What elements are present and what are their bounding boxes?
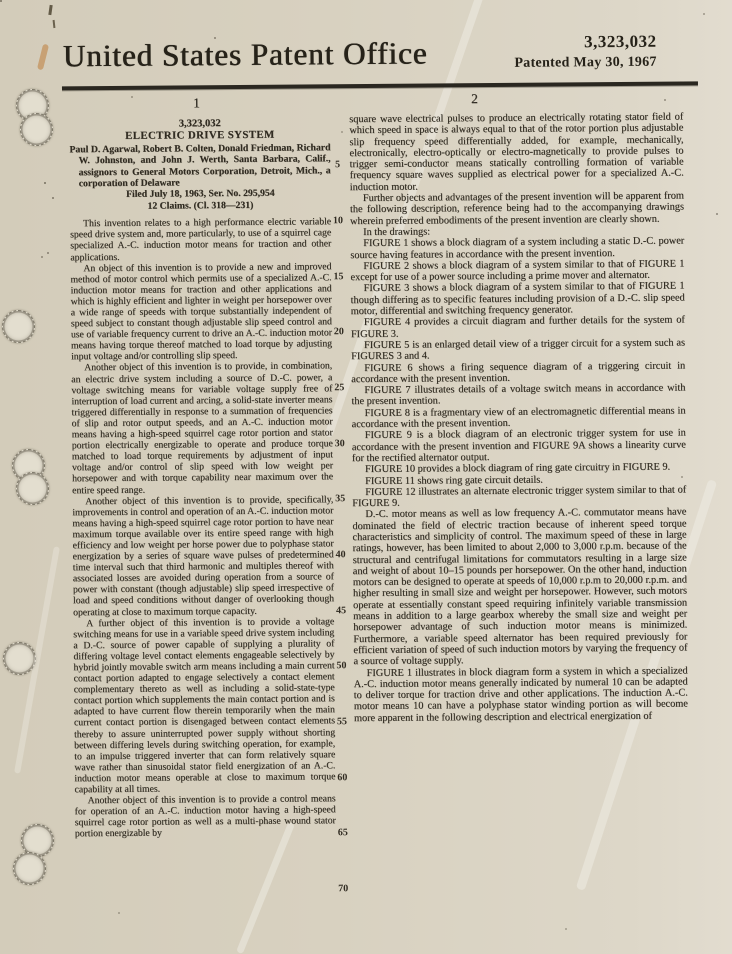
line-number: 15	[333, 271, 344, 283]
paragraph: FIGURE 5 is an enlarged detail view of a trigger circuit for a system such as FIGURES 3 and 4.	[351, 337, 686, 363]
line-number: 35	[335, 493, 346, 505]
paragraph: FIGURE 6 shows a firing sequence diagram of a triggering circuit in accordance with the present invention.	[351, 360, 686, 385]
paragraph: square wave electrical pulses to produce an electrically rotating stator field of which speed in space is always equal to that of the rotor portion plus adjustable slip frequency speed differentially added, for example, mechanically, electronically, electro-optically or electro-magnetically to provide pulses to trigger semi-conductor means statically controlling formation of variable frequency square waves supplied as electrical power for a specialized A.-C. induction motor.	[349, 111, 684, 193]
patented-date: Patented May 30, 1967	[514, 54, 657, 71]
paragraph: Another object of this invention is to provide, in combination, an electric drive system including a source of D.-C. power, a voltage switching means for variable voltage supply free of interruption of load current and arcing, a solid-state inverter means triggered differentially in response to a summation of frequencies of slip and rotor output speeds, and an A.-C. induction motor means having a high-speed squirrel cage rotor portion and stator portion electrically energizable to operate and produce torque matched to load torque requirements by adjustment of input voltage and/or control of slip speed with low weight per horsepower and with torque capability near maximum over the entire speed range.	[71, 360, 334, 496]
paragraph: Another object of this invention is to provide a control means for operation of an A.-C. induction motor having a high-speed squirrel cage rotor portion as well as a multi-phase wound stator portion energizable by	[74, 793, 336, 840]
right-column-text	[349, 111, 688, 724]
paragraph: FIGURE 11 shows ring gate circuit details.	[365, 474, 543, 487]
left-column-text	[70, 217, 336, 840]
line-number: 50	[336, 660, 347, 672]
heading-inventors: Paul D. Agarwal, Robert B. Colten, Donald Friedman, Richard W. Johnston, and John J. Werth, Santa Barbara, Calif., assignors to General Motors Corporation, Detroit, Mich., a corporation of Delaware	[69, 142, 331, 190]
paragraph: FIGURE 12 illustrates an alternate electronic trigger system similar to that of FIGURE 9.	[352, 484, 687, 510]
line-number: 70	[338, 883, 349, 895]
paragraph: D.-C. motor means as well as low frequency A.-C. commutator means have dominated the field of electric traction because of inherent speed torque characteristics and simplicity of control. The maximum speed of these in large ratings, however, has been limited to about 2,000 to 3,000 r.p.m. because of the structural and centrifugal limitations for commutators resulting in a large size and weight of about 10–15 pounds per horsepower. On the other hand, induction motors can be designed to operate at speeds of 10,000 r.p.m to 20,000 r.p.m. and higher resulting in small size and weight per horsepower. However, such motors operate at essentially constant speed requiring infinitely variable transmission means in addition to a large gearbox whereby the small size and weight per horsepower advantage of such induction motor means is minimized. Furthermore, a variable speed alternator has been required previously for efficient variation of speed of such induction motors by varying the frequency of a source of voltage supply.	[352, 506, 688, 668]
paragraph: FIGURE 3 shows a block diagram of a system similar to that of FIGURE 1 though differing as to specific features including provision of a D.-C. slip speed motor, differential and switching frequency generator.	[350, 280, 685, 318]
patent-heading	[69, 117, 331, 212]
paragraph: Another object of this invention is to provide, specifically, improvements in control and operation of an A.-C. induction motor means having a high-speed squirrel cage rotor portion to have near maximum torque available over its entire speed range with high efficiency and low weight per horse power due to polyphase stator energization by a series of square wave pulses of predetermined time interval such that third harmonic and multiples thereof with associated losses are avoided during operation from a source of power with constant (though adjustable) slip speed irrespective of load and speed conditions without danger of overlooking though operating at close to maximum torque capacity.	[72, 493, 335, 618]
heading-filed-line: Filed July 18, 1963, Ser. No. 295,954	[126, 188, 275, 201]
left-column	[69, 117, 336, 840]
header-rule	[62, 81, 698, 89]
paragraph: In the drawings:	[363, 226, 431, 238]
line-number: 60	[337, 772, 348, 784]
patent-office-masthead: United States Patent Office	[62, 35, 428, 74]
line-number: 5	[335, 159, 341, 171]
line-number: 30	[334, 438, 345, 450]
line-number: 65	[337, 827, 348, 839]
line-number: 20	[333, 326, 344, 338]
line-number: 25	[334, 382, 345, 394]
heading-patent-number: 3,323,032	[178, 118, 221, 130]
paragraph: FIGURE 2 shows a block diagram of a system similar to that of FIGURE 1 except for use of a power source including a prime mover and alternator.	[350, 258, 685, 284]
paragraph: FIGURE 1 shows a block diagram of a system including a static D.-C. power source having features in accordance with the present invention.	[350, 235, 685, 261]
paragraph: FIGURE 4 provides a circuit diagram and further details for the system of FIGURE 3.	[350, 314, 685, 340]
column-number-right: 2	[471, 91, 478, 107]
patent-number: 3,323,032	[584, 31, 657, 52]
paragraph: An object of this invention is to provide a new and improved method of motor control which permits use of a specialized A.-C. induction motor means for traction and other applications and which is highly efficient and lighter in weight per horsepower over a wide range of speeds with torque substantially independent of speed subject to constant though adjustable slip speed control and use of variable frequency current to drive an A.-C. induction motor means having torque thereof matched to load torque by adjusting input voltage and/or controlling slip speed.	[70, 260, 333, 363]
column-number-left: 1	[193, 95, 200, 111]
paragraph: FIGURE 8 is a fragmentary view of an electromagnetic differential means in accordance with the present invention.	[351, 405, 686, 431]
paragraph: FIGURE 9 is a block diagram of an electronic trigger system for use in accordance with the present invention and FIGURE 9A shows a linearity curve for the rectified alternator output.	[351, 427, 686, 465]
paragraph: Further objects and advantages of the present invention will be apparent from the following description, reference being had to the accompanying drawings wherein preferred embodiments of the present invention are clearly shown.	[349, 190, 684, 227]
paragraph: A further object of this invention is to provide a voltage switching means for use in a variable speed drive system including a D.-C. source of power capable of supplying a plurality of differing voltage level contact elements engageable selectively by hybrid jointly movable switch arm means including a main current contact portion adapted to engage selectively a contact element complementary thereto as well as including a solid-state-type contact portion which supplements the main contact portion and is adapted to have current flow therein temporarily when the main current contact portion is disengaged between contact elements thereby to assure uninterrupted power supply without shorting between differing levels during switching operation, for example, to an impulse triggered inverter that can form relatively square wave rather than sinusoidal stator field energization of an A.-C. induction motor means operable at close to maximum torque capability at all times.	[73, 615, 336, 796]
right-column	[349, 111, 688, 724]
line-number: 55	[336, 716, 348, 728]
paragraph: FIGURE 1 illustrates in block diagram form a system in which a specialized A.-C. induction motor means generally indicated by numeral 10 can be adapted to deliver torque for traction drive and other applications. The induction A.-C. motor means 10 can have a polyphase stator winding portion as will become more apparent in the following description and electrical energization of	[353, 665, 688, 724]
patent-number-block	[514, 32, 657, 72]
line-number: 45	[336, 605, 347, 617]
paragraph: FIGURE 7 illustrates details of a voltage switch means in accordance with the present invention.	[351, 382, 686, 408]
line-number: 10	[332, 215, 344, 227]
heading-claims-line: 12 Claims. (Cl. 318—231)	[147, 199, 254, 212]
heading-title: ELECTRIC DRIVE SYSTEM	[125, 129, 275, 143]
paragraph: This invention relates to a high performance electric variable speed drive system and, more particularly, to use of a squirrel cage specialized A.-C. induction motor means for traction and other applications.	[70, 216, 332, 263]
line-number: 40	[335, 549, 346, 561]
paragraph: FIGURE 10 provides a block diagram of ring gate circuitry in FIGURE 9.	[364, 461, 671, 476]
